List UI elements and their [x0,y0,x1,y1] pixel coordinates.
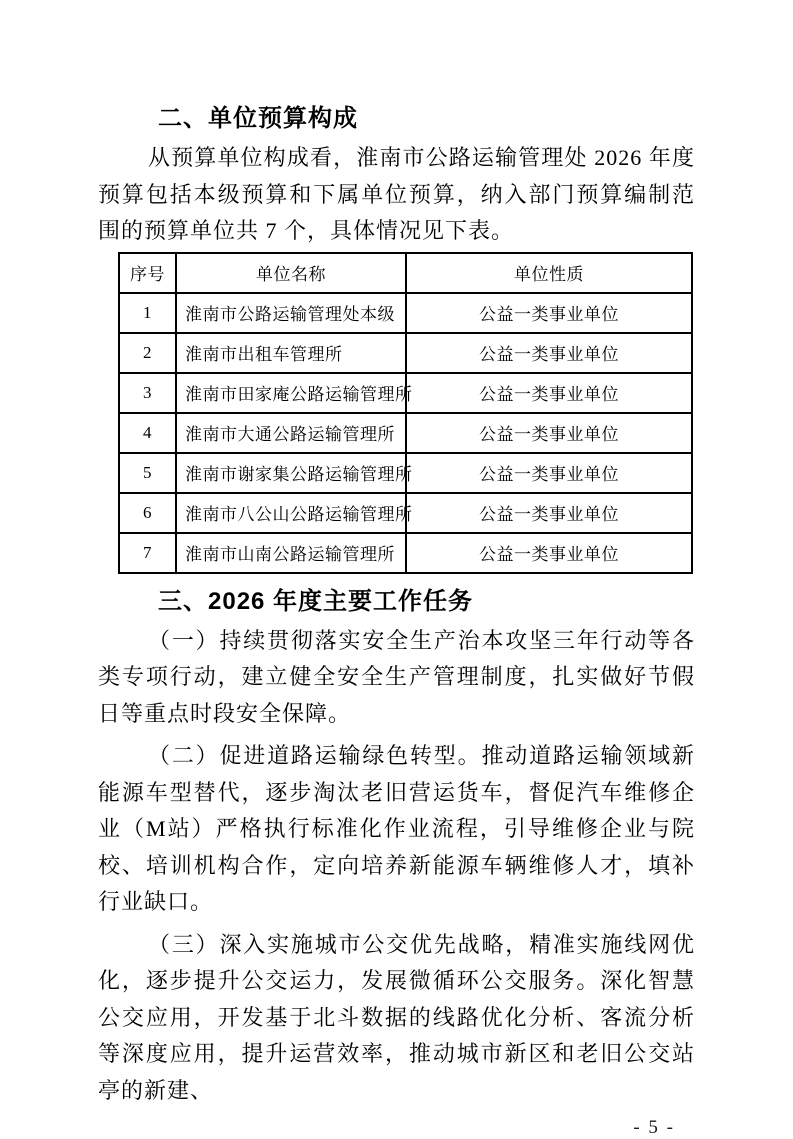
cell-unit-type: 公益一类事业单位 [406,413,692,453]
cell-unit-name: 淮南市田家庵公路运输管理所 [176,373,406,413]
table-row [119,373,692,413]
cell-unit-type: 公益一类事业单位 [406,293,692,333]
cell-unit-name: 淮南市山南公路运输管理所 [176,533,406,573]
column-header-unit-type: 单位性质 [406,253,692,293]
cell-unit-name: 淮南市八公山公路运输管理所 [176,493,406,533]
cell-unit-name: 淮南市公路运输管理处本级 [176,293,406,333]
task-paragraph-3: （三）深入实施城市公交优先战略，精准实施线网优化，逐步提升公交运力，发展微循环公交服务。深化智慧公交应用，开发基于北斗数据的线路优化分析、客流分析等深度应用，提升运营效率，推动城市新区和老旧公交站亭的新建、 [98,931,695,1103]
cell-index: 4 [119,413,176,453]
cell-unit-type: 公益一类事业单位 [406,333,692,373]
section-heading-unit-budget: 二、单位预算构成 [158,105,358,132]
cell-unit-type: 公益一类事业单位 [406,373,692,413]
page-number: - 5 - [633,1117,675,1138]
task-paragraph-1: （一）持续贯彻落实安全生产治本攻坚三年行动等各类专项行动，建立健全安全生产管理制度，扎实做好节假日等重点时段安全保障。 [98,627,695,726]
table-header-row [119,253,692,293]
table-row [119,413,692,453]
unit-table [118,252,693,574]
cell-unit-type: 公益一类事业单位 [406,493,692,533]
cell-index: 7 [119,533,176,573]
column-header-index: 序号 [119,253,176,293]
cell-index: 2 [119,333,176,373]
table-row [119,293,692,333]
cell-unit-name: 淮南市谢家集公路运输管理所 [176,453,406,493]
cell-unit-name: 淮南市出租车管理所 [176,333,406,373]
cell-unit-type: 公益一类事业单位 [406,453,692,493]
table-row [119,533,692,573]
cell-index: 3 [119,373,176,413]
column-header-unit-name: 单位名称 [176,253,406,293]
table-row [119,493,692,533]
table-row [119,333,692,373]
section-heading-tasks: 三、2026 年度主要工作任务 [158,587,474,615]
table-row [119,453,692,493]
cell-unit-name: 淮南市大通公路运输管理所 [176,413,406,453]
cell-index: 1 [119,293,176,333]
task-paragraph-2: （二）促进道路运输绿色转型。推动道路运输领域新能源车型替代，逐步淘汰老旧营运货车，督促汽车维修企业（M站）严格执行标准化作业流程，引导维修企业与院校、培训机构合作，定向培养新能源车辆维修人才，填补行业缺口。 [98,743,695,914]
unit-budget-intro-paragraph: 从预算单位构成看，淮南市公路运输管理处 2026 年度预算包括本级预算和下属单位预算，纳入部门预算编制范围的预算单位共 7 个，具体情况见下表。 [98,145,695,243]
cell-unit-type: 公益一类事业单位 [406,533,692,573]
cell-index: 5 [119,453,176,493]
cell-index: 6 [119,493,176,533]
